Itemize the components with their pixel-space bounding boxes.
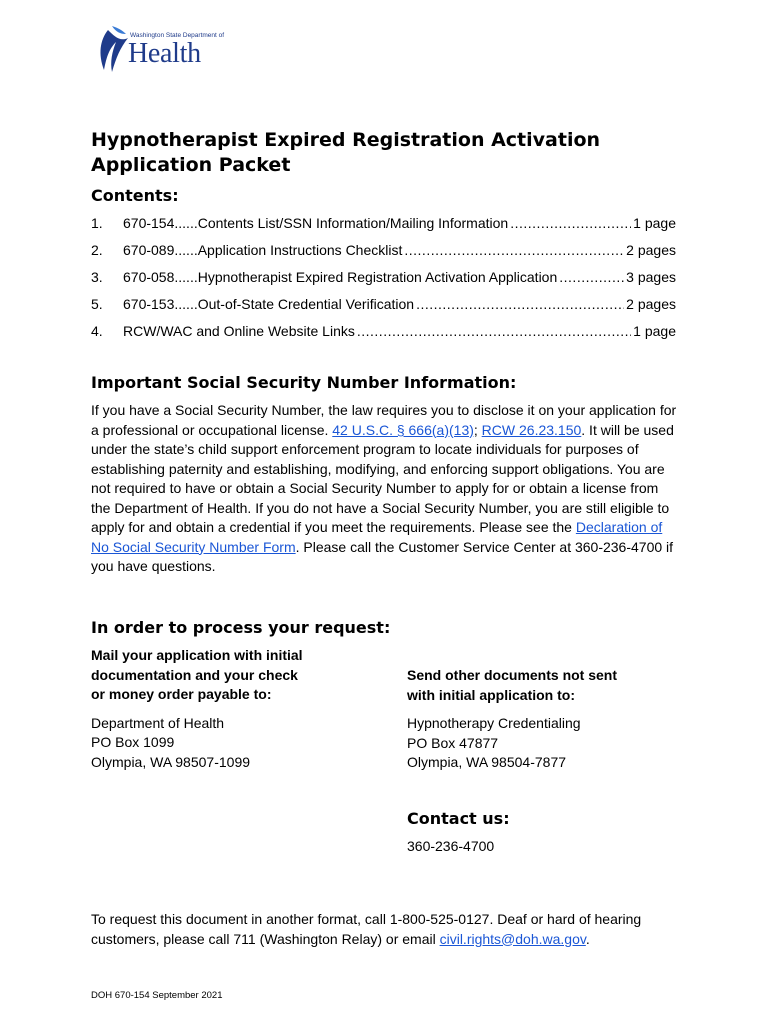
toc-item-pages: 3 pages [626,269,676,285]
other-address-line3: Olympia, WA 98504-7877 [407,754,567,770]
ssn-text-3: . Please call the Customer Service Center at 360-236-4700 if you have questions. [91,538,674,574]
contact-heading: Contact us: [407,809,510,828]
logo-name-text: Health [128,38,201,69]
toc-item-title: Contents List/SSN Information/Mailing Information [197,215,509,231]
toc-item-pages: 1 page [633,215,676,231]
civil-rights-email-link[interactable]: civil.rights@doh.wa.gov [439,930,586,947]
mail-application-label-line2: documentation and your check [91,666,298,683]
toc-item [91,323,676,343]
ssn-heading: Important Social Security Number Information: [91,373,517,392]
toc-item-number: 1. [91,215,103,231]
toc-item [91,242,676,262]
toc-dot-leader [510,215,631,231]
mail-application-block [91,646,381,772]
other-documents-label-line2: with initial application to: [407,686,575,703]
other-address-line2: PO Box 47877 [407,734,499,751]
other-documents-block [407,666,697,773]
toc-item-title: Application Instructions Checklist [197,242,403,258]
ssn-text-1: If you have a Social Security Number, the law requires you to disclose it on your application for a professional or occupational license. [91,402,677,438]
accessibility-text-2: . [585,930,590,947]
toc-item-title: Out-of-State Credential Verification [197,296,415,312]
ssn-text-2: . It will be used under the state’s child support enforcement program to locate individuals for purposes of establishing paternity and establishing, modifying, and enforcing support obligations. You are not required to have or obtain a Social Security Number to apply for or obtain a license from the Department of Health. If you do not have a Social Security Number, you are still eligible to apply for and obtain a credential if you meet the requirements. Please see the [91,421,674,535]
toc-item-number: 3. [91,269,103,285]
toc-item [91,296,676,316]
logo-org-text: Washington State Department of [130,32,225,39]
mail-address-line2: PO Box 1099 [91,734,175,750]
toc-item-number: 5. [91,296,103,312]
accessibility-paragraph [91,910,691,949]
toc-dot-leader [559,269,624,285]
usc-666-link[interactable]: 42 U.S.C. § 666(a)(13) [332,421,474,438]
toc-item-pages: 2 pages [626,296,676,312]
doh-logo [94,22,224,78]
ssn-paragraph [91,401,681,577]
process-heading: In order to process your request: [91,618,391,637]
accessibility-text-1: To request this document in another format, call 1-800-525-0127. Deaf or hard of hearing customers, please call 711 (Washington Relay) or email [91,911,642,947]
toc-dot-leader [357,323,631,339]
mail-address-line3: Olympia, WA 98507-1099 [91,753,251,770]
toc-item-number: 4. [91,323,103,339]
page-title-line1: Hypnotherapist Expired Registration Activation [91,129,601,151]
page-title [91,128,691,178]
ssn-separator: ; [473,421,482,438]
toc-item-number: 2. [91,242,103,258]
no-ssn-declaration-form-link[interactable]: Declaration of No Social Security Number Form [91,519,663,555]
toc-item-title: RCW/WAC and Online Website Links [123,323,355,339]
toc-item-code: 670-154...... [123,215,198,231]
mail-application-label-line1: Mail your application with initial [91,647,303,663]
other-documents-label-line1: Send other documents not sent [407,667,618,683]
other-address-line1: Hypnotherapy Credentialing [407,715,581,731]
page-title-line2: Application Packet [91,154,291,176]
document-footer: DOH 670-154 September 2021 [91,990,223,1001]
toc-dot-leader [416,296,624,312]
mail-application-label-line3: or money order payable to: [91,686,272,702]
rcw-26-23-150-link[interactable]: RCW 26.23.150 [481,421,582,438]
toc-item-pages: 1 page [633,323,676,339]
toc-dot-leader [404,242,624,258]
toc-item-code: 670-089...... [123,242,198,258]
toc-item [91,215,676,235]
contents-heading: Contents: [91,186,179,205]
toc-item [91,269,676,289]
contact-phone: 360-236-4700 [407,838,495,854]
mail-address-line1: Department of Health [91,714,225,731]
toc-item-pages: 2 pages [626,242,676,258]
toc-item-code: 670-058...... [123,269,198,285]
toc-item-code: 670-153...... [123,296,198,312]
toc-item-title: Hypnotherapist Expired Registration Activation Application [197,269,558,285]
